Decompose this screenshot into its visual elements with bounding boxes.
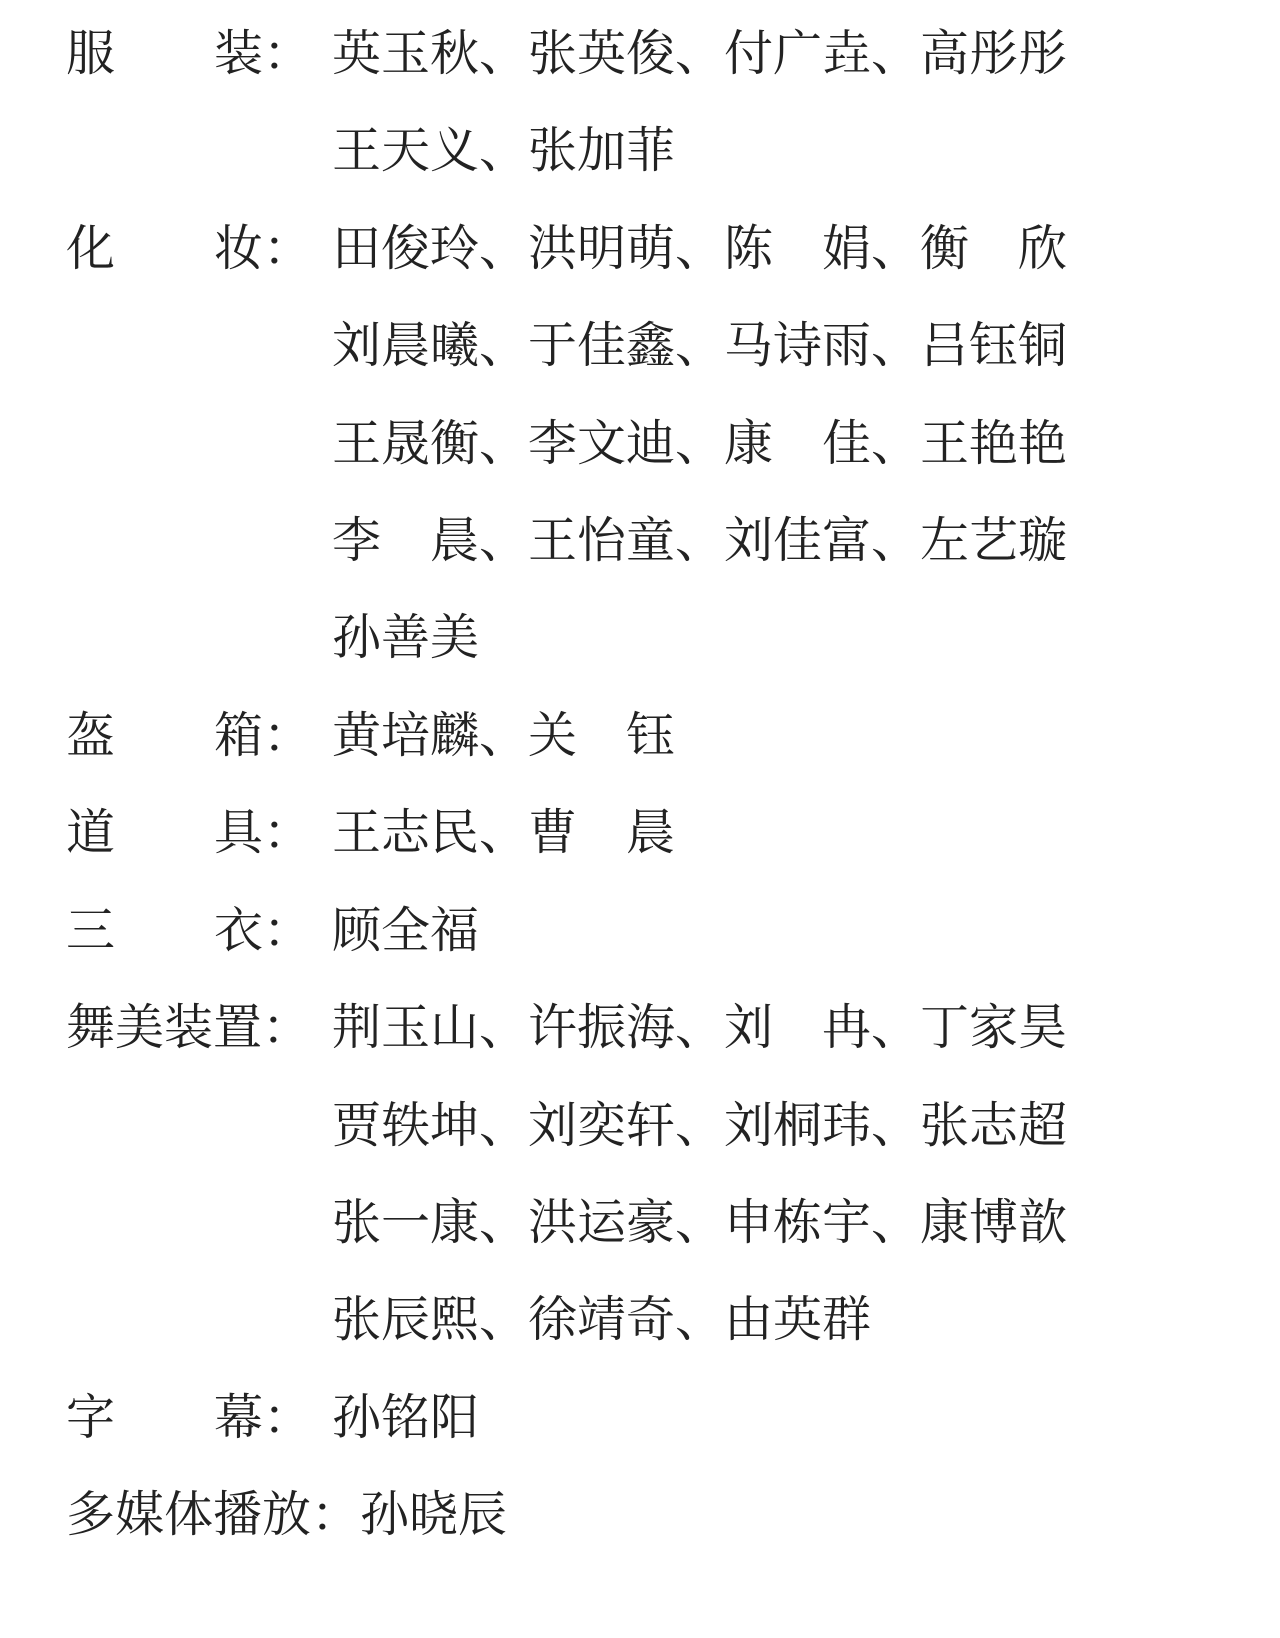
names-line: 顾全福 [332,902,480,959]
role-label-char: 服 [66,25,116,82]
role-label-char: 幕： [214,1389,313,1446]
names-line: 英玉秋、张英俊、付广垚、高彤彤 [332,25,1068,82]
role-label-wardrobe [66,901,311,961]
credit-row-continuation [66,316,1226,376]
names-line: 孙铭阳 [332,1389,480,1446]
credit-row-stage-set [66,998,1226,1058]
credit-row-continuation [66,1290,1226,1350]
credit-row-costume [66,24,1226,84]
credit-row-continuation [66,511,1226,571]
role-label-char: 衣： [214,902,313,959]
role-label-char: 字 [66,1389,116,1446]
role-label-subtitles [66,1388,311,1448]
credit-row-multimedia [66,1485,1226,1545]
names-line: 张一康、洪运豪、申栋宇、康博歆 [332,1194,1068,1251]
role-label-char: 妆： [214,220,313,277]
credit-row-continuation [66,414,1226,474]
role-label-char: 箱： [214,707,313,764]
names-line: 贾轶坤、刘奕轩、刘桐玮、张志超 [332,1097,1068,1154]
credit-row-helmet-trunk [66,706,1226,766]
role-label-char: 装： [214,25,313,82]
credit-row-wardrobe [66,901,1226,961]
credit-row-continuation [66,121,1226,181]
names-line: 张辰熙、徐靖奇、由英群 [332,1291,872,1348]
role-label-stage-set [66,998,311,1058]
credit-row-continuation [66,1096,1226,1156]
names-line: 王晟衡、李文迪、康 佳、王艳艳 [332,415,1068,472]
role-label-char: 化 [66,220,116,277]
role-label-makeup [66,219,311,279]
role-label-char: 盔 [66,707,116,764]
credit-row-subtitles [66,1388,1226,1448]
role-label-char: 具： [214,804,313,861]
role-label-char: 道 [66,804,116,861]
role-label-char: 三 [66,902,116,959]
names-line: 田俊玲、洪明萌、陈 娟、衡 欣 [332,220,1068,277]
names-line: 李 晨、王怡童、刘佳富、左艺璇 [332,512,1068,569]
names-line: 黄培麟、关 钰 [332,707,676,764]
credit-row-continuation [66,1193,1226,1253]
role-label-props [66,803,311,863]
names-line: 孙善美 [332,609,480,666]
names-line: 刘晨曦、于佳鑫、马诗雨、吕钰铜 [332,317,1068,374]
names-line: 王志民、曹 晨 [332,804,676,861]
role-label-text: 舞美装置： [66,999,312,1056]
role-label-helmet-trunk [66,706,311,766]
names-line: 荆玉山、许振海、刘 冉、丁家昊 [332,999,1068,1056]
credit-row-makeup [66,219,1226,279]
names-line: 王天义、张加菲 [332,122,676,179]
credit-row-continuation [66,608,1226,668]
multimedia-credit-line: 多媒体播放：孙晓辰 [66,1486,508,1543]
role-label-costume [66,24,311,84]
credit-row-props [66,803,1226,863]
